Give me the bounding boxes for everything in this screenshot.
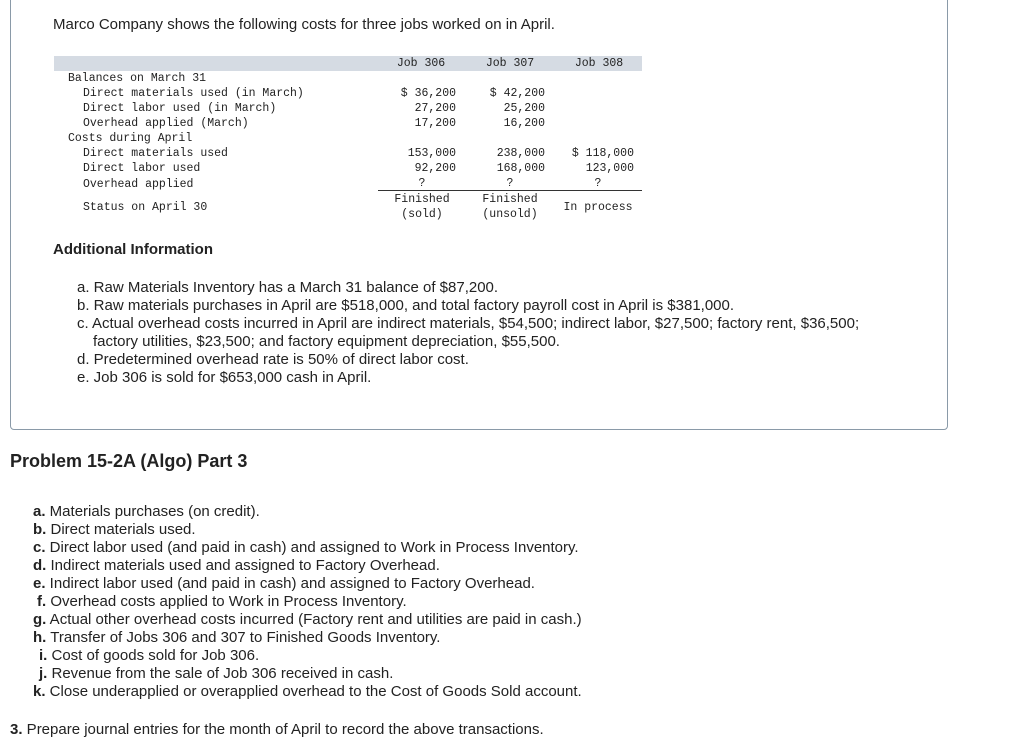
step-e: e. Indirect labor used (and paid in cash) and assigned to Factory Overhead. (33, 575, 535, 592)
job308-oh-april: ? (594, 177, 602, 190)
row-dl-april-label: Direct labor used (83, 162, 201, 175)
job306-status-line2: (sold) (401, 208, 443, 221)
step-a: a. Materials purchases (on credit). (33, 503, 260, 520)
section-april-label: Costs during April (68, 132, 193, 145)
row-oh-march-label: Overhead applied (March) (83, 117, 249, 130)
header-job-306: Job 306 (396, 57, 446, 70)
info-item-c: c. Actual overhead costs incurred in April are indirect materials, $54,500; indirect labor, $27,500; factory rent, $36,500; (77, 315, 860, 332)
header-job-308: Job 308 (574, 57, 624, 70)
info-item-c-cont: factory utilities, $23,500; and factory equipment depreciation, $55,500. (93, 333, 560, 350)
info-item-a: a. Raw Materials Inventory has a March 31 balance of $87,200. (77, 279, 499, 296)
job306-dl-march: 27,200 (414, 102, 456, 115)
job307-status-line1: Finished (482, 193, 538, 206)
step-j: j. Revenue from the sale of Job 306 received in cash. (39, 665, 394, 682)
row-status-label: Status on April 30 (83, 201, 208, 214)
additional-info-heading: Additional Information (53, 241, 213, 258)
part3-instruction: 3. Prepare journal entries for the month of April to record the above transactions. (10, 721, 544, 738)
step-g: g. Actual other overhead costs incurred (Factory rent and utilities are paid in cash.) (33, 611, 582, 628)
step-b: b. Direct materials used. (33, 521, 196, 538)
job306-dl-april: 92,200 (414, 162, 456, 175)
step-h: h. Transfer of Jobs 306 and 307 to Finished Goods Inventory. (33, 629, 441, 646)
section-balances-label: Balances on March 31 (68, 72, 207, 85)
job306-dm-march: $ 36,200 (400, 87, 456, 100)
step-c: c. Direct labor used (and paid in cash) and assigned to Work in Process Inventory. (33, 539, 579, 556)
row-dm-march-label: Direct materials used (in March) (83, 87, 304, 100)
job307-oh-march: 16,200 (503, 117, 545, 130)
row-dm-april-label: Direct materials used (83, 147, 228, 160)
job307-dm-april: 238,000 (496, 147, 545, 160)
job306-status-line1: Finished (394, 193, 450, 206)
step-i: i. Cost of goods sold for Job 306. (39, 647, 260, 664)
job306-oh-march: 17,200 (414, 117, 456, 130)
step-d: d. Indirect materials used and assigned to Factory Overhead. (33, 557, 440, 574)
info-item-b: b. Raw materials purchases in April are $518,000, and total factory payroll cost in April is $381,000. (77, 297, 735, 314)
info-item-e: e. Job 306 is sold for $653,000 cash in April. (77, 369, 372, 386)
header-job-307: Job 307 (485, 57, 535, 70)
row-oh-april-label: Overhead applied (83, 178, 194, 191)
job308-status: In process (563, 201, 633, 214)
step-f: f. Overhead costs applied to Work in Process Inventory. (37, 593, 407, 610)
job307-dm-march: $ 42,200 (489, 87, 545, 100)
problem-title: Problem 15-2A (Algo) Part 3 (10, 451, 248, 471)
job308-dm-april: $ 118,000 (571, 147, 634, 160)
job306-oh-april: ? (418, 177, 426, 190)
step-k: k. Close underapplied or overapplied overhead to the Cost of Goods Sold account. (33, 683, 582, 700)
overhead-underline (378, 190, 642, 191)
job308-dl-april: 123,000 (585, 162, 634, 175)
info-item-d: d. Predetermined overhead rate is 50% of direct labor cost. (77, 351, 469, 368)
job306-dm-april: 153,000 (407, 147, 456, 160)
job307-oh-april: ? (506, 177, 514, 190)
job307-dl-march: 25,200 (503, 102, 545, 115)
table-header-band (54, 56, 642, 71)
intro-text: Marco Company shows the following costs for three jobs worked on in April. (53, 16, 555, 33)
row-dl-march-label: Direct labor used (in March) (83, 102, 277, 115)
job307-status-line2: (unsold) (482, 208, 538, 221)
job307-dl-april: 168,000 (496, 162, 545, 175)
